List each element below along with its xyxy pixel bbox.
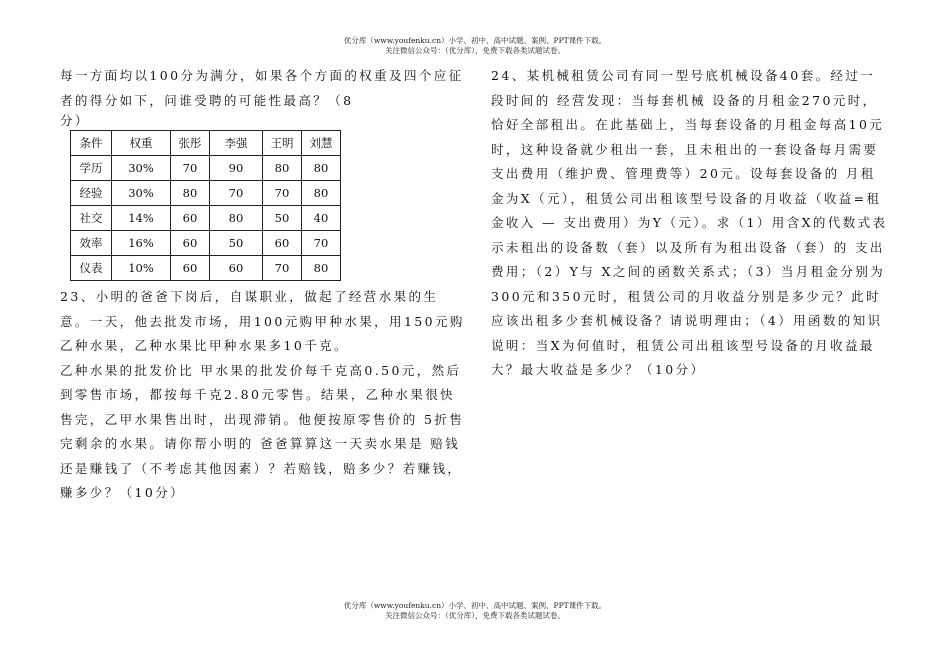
header-cell: 李强 (210, 131, 263, 156)
header-line-2: 关注微信公众号：（优分库），免费下载各类试题试卷。 (385, 46, 565, 55)
table-cell: 90 (210, 156, 263, 181)
table-cell: 70 (210, 181, 263, 206)
table-cell: 40 (302, 206, 341, 231)
table-cell: 仪表 (71, 256, 112, 281)
header-cell: 张彤 (171, 131, 210, 156)
footer-line-2: 关注微信公众号：（优分库），免费下载各类试题试卷。 (385, 611, 565, 620)
page-footer (0, 601, 950, 621)
table-cell: 80 (302, 256, 341, 281)
table-cell: 50 (263, 206, 302, 231)
table-cell: 60 (210, 256, 263, 281)
footer-line-1: 优分库（www.youfenku.cn）小学、初中、高中试题、案例、PPT课件下载。 (343, 601, 607, 610)
table-cell: 10% (112, 256, 171, 281)
table-cell: 70 (171, 156, 210, 181)
score-table (70, 130, 341, 281)
table-header-row (71, 131, 341, 156)
table-cell: 60 (171, 231, 210, 256)
table-cell: 社交 (71, 206, 112, 231)
table-row (71, 181, 341, 206)
table-cell: 60 (171, 256, 210, 281)
header-cell: 王明 (263, 131, 302, 156)
table-cell: 14% (112, 206, 171, 231)
table-cell: 70 (263, 181, 302, 206)
table-cell: 80 (302, 181, 341, 206)
table-row (71, 156, 341, 181)
table-cell: 效率 (71, 231, 112, 256)
right-column (491, 64, 889, 383)
q23-paragraph-2: 乙种水果的批发价比 甲水果的批发价每千克高0.50元，然后到零售市场，都按每千克2.80元零售。结果，乙种水果很快售完，乙甲水果售出时，出现滞销。他便按原零售价的 5折售完剩余的水果。请你帮小明的 爸爸算算这一天卖水果是 赔钱还是赚钱了（不考虑其他因素）？若赔钱，赔多少？若赚钱，赚多少？（10分） (60, 362, 465, 500)
table-cell: 60 (263, 231, 302, 256)
page-header (0, 36, 950, 56)
q24-text: 24、某机械租赁公司有同一型号底机械设备40套。经过一段时间的 经营发现：当每套机械 设备的月租金270元时，恰好全部租出。在此基础上，当每套设备的月租金每高10元时，这种设备就少租出一套，且未租出的一套设备每月需要支出费用（维护费、管理费等）20元。设每套设备的 月租金为X（元），租赁公司出租该型号设备的月收益（收益=租金收入 — 支出费用）为Y（元）。求（1）用含X的代数式表示未租出的设备数（套）以及所有为租出设备（套）的 支出费用；（2）Y与 X之间的函数关系式；（3）当月租金分别为300元和350元时，租赁公司的月收益分别是多少元？此时应该出租多少套机械设备？请说明理由；（4）用函数的知识说明：当X为何值时，租赁公司出租该型号设备的月收益最大？最大收益是多少？（10分） (491, 68, 888, 377)
table-row (71, 256, 341, 281)
table-row (71, 231, 341, 256)
table-cell: 16% (112, 231, 171, 256)
q22-text: 每一方面均以100分为满分，如果各个方面的权重及四个应征者的得分如下，问谁受聘的可能性最高？（8 (60, 68, 464, 108)
header-cell: 刘慧 (302, 131, 341, 156)
table-cell: 80 (171, 181, 210, 206)
header-line-1: 优分库（www.youfenku.cn）小学、初中、高中试题、案例、PPT课件下载。 (343, 36, 607, 45)
table-cell: 70 (263, 256, 302, 281)
table-cell: 50 (210, 231, 263, 256)
table-row (71, 206, 341, 231)
q23-paragraph-1: 23、小明的爸爸下岗后，自谋职业，做起了经营水果的生意。一天，他去批发市场，用100元购甲种水果，用150元购乙种水果，乙种水果比甲种水果多10千克。 (60, 289, 465, 353)
header-cell: 条件 (71, 131, 112, 156)
table-cell: 60 (171, 206, 210, 231)
q22-text-tail: 分） (60, 113, 90, 128)
table-cell: 30% (112, 156, 171, 181)
table-cell: 30% (112, 181, 171, 206)
table-cell: 70 (302, 231, 341, 256)
table-cell: 80 (210, 206, 263, 231)
table-cell: 80 (263, 156, 302, 181)
table-cell: 学历 (71, 156, 112, 181)
header-cell: 权重 (112, 131, 171, 156)
table-cell: 经验 (71, 181, 112, 206)
left-column (60, 64, 465, 506)
table-cell: 80 (302, 156, 341, 181)
